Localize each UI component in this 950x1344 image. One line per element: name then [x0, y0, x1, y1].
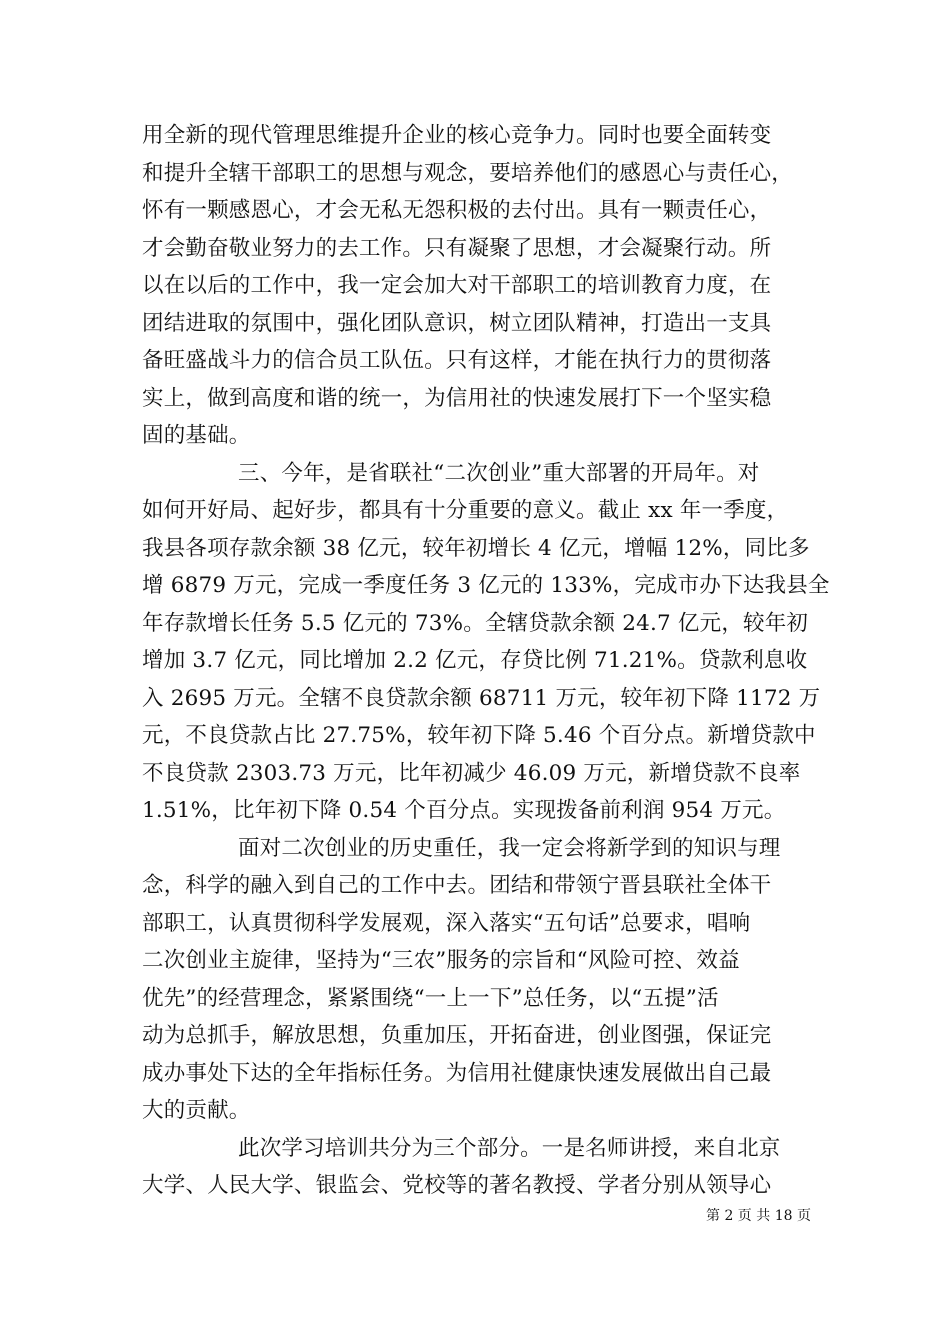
text-line: 念，科学的融入到自己的工作中去。团结和带领宁晋县联社全体干	[142, 873, 772, 898]
document-body	[142, 117, 830, 1205]
text-line: 和提升全辖干部职工的思想与观念，要培养他们的感恩心与责任心，	[142, 160, 794, 186]
text-line: 备旺盛战斗力的信合员工队伍。只有这样，才能在执行力的贯彻落	[142, 348, 772, 373]
text-line: 怀有一颗感恩心，才会无私无怨积极的去付出。具有一颗责任心，	[142, 198, 772, 223]
text-line: 增 6879 万元，完成一季度任务 3 亿元的 133%，完成市办下达我县全	[142, 573, 830, 598]
text-line: 我县各项存款余额 38 亿元，较年初增长 4 亿元，增幅 12%，同比多	[142, 535, 810, 561]
text-line: 如何开好局、起好步，都具有十分重要的意义。截止 xx 年一季度，	[142, 498, 789, 523]
text-line: 增加 3.7 亿元，同比增加 2.2 亿元，存贷比例 71.21%。贷款利息收	[142, 648, 808, 673]
page-number: 第 2 页 共 18 页	[706, 1208, 811, 1224]
text-line: 不良贷款 2303.73 万元，比年初减少 46.09 万元，新增贷款不良率	[142, 760, 801, 786]
text-line: 用全新的现代管理思维提升企业的核心竞争力。同时也要全面转变	[142, 123, 772, 148]
text-line: 成办事处下达的全年指标任务。为信用社健康快速发展做出自己最	[142, 1060, 772, 1086]
text-line: 大学、人民大学、银监会、党校等的著名教授、学者分别从领导心	[142, 1173, 772, 1198]
paragraph-start-line: 面对二次创业的历史重任，我一定会将新学到的知识与理	[238, 835, 781, 861]
paragraph-start-line: 三、今年，是省联社“二次创业”重大部署的开局年。对	[238, 460, 760, 486]
text-line: 年存款增长任务 5.5 亿元的 73%。全辖贷款余额 24.7 亿元，较年初	[142, 610, 809, 636]
text-line: 以在以后的工作中，我一定会加大对干部职工的培训教育力度，在	[142, 273, 772, 298]
text-line: 大的贡献。	[142, 1098, 251, 1123]
text-line: 元，不良贷款占比 27.75%，较年初下降 5.46 个百分点。新增贷款中	[142, 723, 816, 748]
text-line: 部职工，认真贯彻科学发展观，深入落实“五句话”总要求，唱响	[142, 910, 751, 936]
text-line: 团结进取的氛围中，强化团队意识，树立团队精神，打造出一支具	[142, 310, 772, 336]
text-line: 入 2695 万元。全辖不良贷款余额 68711 万元，较年初下降 1172 万	[142, 685, 821, 711]
text-line: 二次创业主旋律，坚持为“三农”服务的宗旨和“风险可控、效益	[142, 948, 740, 973]
text-line: 优先”的经营理念，紧紧围绕“一上一下”总任务，以“五提”活	[142, 985, 719, 1011]
text-line: 实上，做到高度和谐的统一，为信用社的快速发展打下一个坚实稳	[142, 385, 772, 411]
text-line: 动为总抓手，解放思想，负重加压，开拓奋进，创业图强，保证完	[142, 1023, 772, 1048]
paragraph-start-line: 此次学习培训共分为三个部分。一是名师讲授，来自北京	[238, 1135, 781, 1161]
text-line: 1.51%，比年初下降 0.54 个百分点。实现拨备前利润 954 万元。	[142, 798, 786, 823]
text-line: 才会勤奋敬业努力的去工作。只有凝聚了思想，才会凝聚行动。所	[142, 235, 772, 261]
text-line: 固的基础。	[142, 423, 251, 448]
